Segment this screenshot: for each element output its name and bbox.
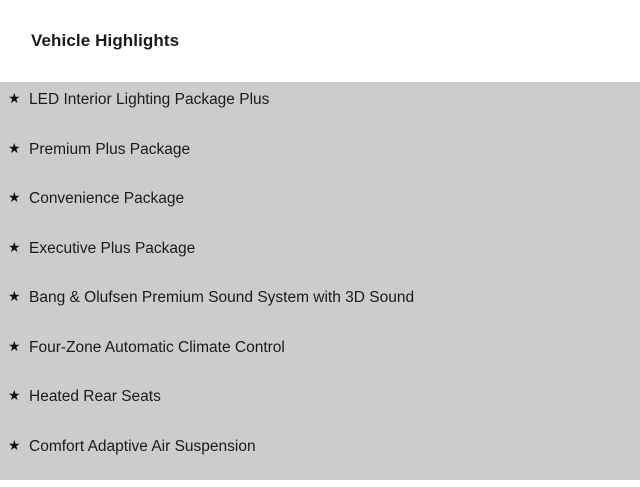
star-icon: ★ <box>8 339 29 353</box>
highlights-panel <box>0 82 640 480</box>
list-item <box>0 91 640 141</box>
list-item-label: Premium Plus Package <box>29 141 190 159</box>
star-icon: ★ <box>8 190 29 204</box>
list-item-label: Comfort Adaptive Air Suspension <box>29 438 256 456</box>
list-item <box>0 141 640 191</box>
list-item <box>0 289 640 339</box>
star-icon: ★ <box>8 91 29 105</box>
page-title: Vehicle Highlights <box>31 31 179 51</box>
list-item <box>0 339 640 389</box>
list-item-label: Heated Rear Seats <box>29 388 161 406</box>
list-item-label: LED Interior Lighting Package Plus <box>29 91 269 109</box>
list-item <box>0 388 640 438</box>
page-header <box>0 0 640 82</box>
list-item-label: Executive Plus Package <box>29 240 195 258</box>
list-item <box>0 240 640 290</box>
list-item-label: Convenience Package <box>29 190 184 208</box>
star-icon: ★ <box>8 388 29 402</box>
list-item <box>0 190 640 240</box>
list-item-label: Four-Zone Automatic Climate Control <box>29 339 285 357</box>
star-icon: ★ <box>8 289 29 303</box>
star-icon: ★ <box>8 438 29 452</box>
star-icon: ★ <box>8 141 29 155</box>
list-item-label: Bang & Olufsen Premium Sound System with 3D Sound <box>29 289 414 307</box>
star-icon: ★ <box>8 240 29 254</box>
